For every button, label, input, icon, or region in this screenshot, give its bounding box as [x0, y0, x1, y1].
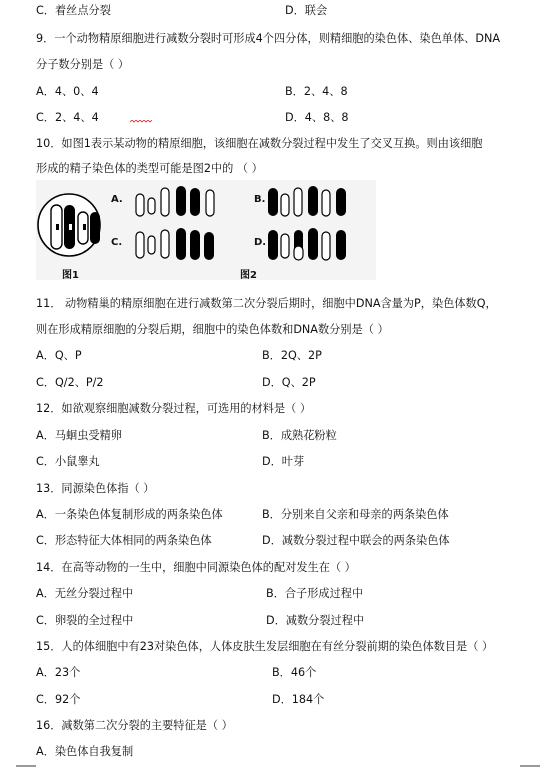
fig-label-b: B. — [254, 194, 266, 205]
q16-stem: 16．减数第二次分裂的主要特征是（ ） — [36, 719, 233, 732]
spellcheck-squiggle — [130, 120, 152, 123]
q14-option-a: A．无丝分裂过程中 — [36, 587, 134, 600]
q11-option-a: A．Q、P — [36, 349, 82, 362]
q12-stem: 12．如欲观察细胞减数分裂过程，可选用的材料是（ ） — [36, 402, 312, 415]
q11-option-d: D．Q、2P — [262, 376, 316, 389]
q15-option-a: A．23个 — [36, 666, 81, 679]
fig-label-c: C. — [111, 237, 123, 248]
q15-stem: 15．人的体细胞中有23对染色体，人体皮肤生发层细胞在有丝分裂前期的染色体数目是（ ） — [36, 640, 494, 653]
q13-option-d: D．减数分裂过程中联会的两条染色体 — [262, 534, 450, 547]
q11-option-c: C．Q/2、P/2 — [36, 376, 104, 389]
fig-label-d: D. — [254, 237, 267, 248]
q9-option-c: C．2、4、4 — [36, 111, 99, 124]
q14-option-b: B．合子形成过程中 — [266, 587, 364, 600]
q12-option-c: C．小鼠睾丸 — [36, 455, 100, 468]
q12-option-a: A．马蛔虫受精卵 — [36, 429, 122, 442]
q13-option-b: B．分别来自父亲和母亲的两条染色体 — [262, 508, 449, 521]
fig-label-a: A. — [111, 194, 123, 205]
option-d-prev: D．联会 — [285, 4, 328, 17]
q9-stem-line1: 9．一个动物精原细胞进行减数分裂时可形成4个四分体，则精细胞的染色体、染色单体、DNA — [36, 32, 500, 45]
q16-option-a: A．染色体自我复制 — [36, 745, 134, 758]
q11-stem-line2: 则在形成精原细胞的分裂后期，细胞中的染色体数和DNA数分别是（ ） — [36, 323, 389, 336]
fig1-caption: 图1 — [62, 270, 79, 281]
q14-stem: 14．在高等动物的一生中，细胞中同源染色体的配对发生在（ ） — [36, 561, 356, 574]
q12-option-d: D．叶芽 — [262, 455, 305, 468]
q10-stem-line2: 形成的精子染色体的类型可能是图2中的 （ ） — [36, 162, 263, 175]
q9-stem-line2: 分子数分别是（ ） — [36, 58, 130, 71]
q9-option-a: A．4、0、4 — [36, 85, 99, 98]
q14-option-d: D．减数分裂过程中 — [266, 614, 365, 627]
option-c-prev: C．着丝点分裂 — [36, 4, 111, 17]
q11-option-b: B．2Q、2P — [262, 349, 322, 362]
q11-stem-line1: 11． 动物精巢的精原细胞在进行减数第二次分裂后期时，细胞中DNA含量为P，染色体数Q， — [36, 297, 497, 310]
q13-option-c: C．形态特征大体相同的两条染色体 — [36, 534, 212, 547]
fig2-caption: 图2 — [240, 270, 257, 281]
q15-option-b: B．46个 — [272, 666, 317, 679]
q10-stem-line1: 10．如图1表示某动物的精原细胞，该细胞在减数分裂过程中发生了交叉互换。则由该细胞 — [36, 137, 483, 150]
q14-option-c: C．卵裂的全过程中 — [36, 614, 134, 627]
q12-option-b: B．成熟花粉粒 — [262, 429, 337, 442]
page-corner-mark-left — [16, 765, 36, 767]
q13-option-a: A．一条染色体复制形成的两条染色体 — [36, 508, 223, 521]
page-corner-mark-right — [520, 765, 540, 767]
q13-stem: 13．同源染色体指（ ） — [36, 482, 155, 495]
q15-option-c: C．92个 — [36, 693, 81, 706]
chromosome-figure — [36, 180, 376, 280]
q9-option-d: D．4、8、8 — [285, 111, 349, 124]
q15-option-d: D．184个 — [272, 693, 325, 706]
q9-option-b: B．2、4、8 — [285, 85, 348, 98]
